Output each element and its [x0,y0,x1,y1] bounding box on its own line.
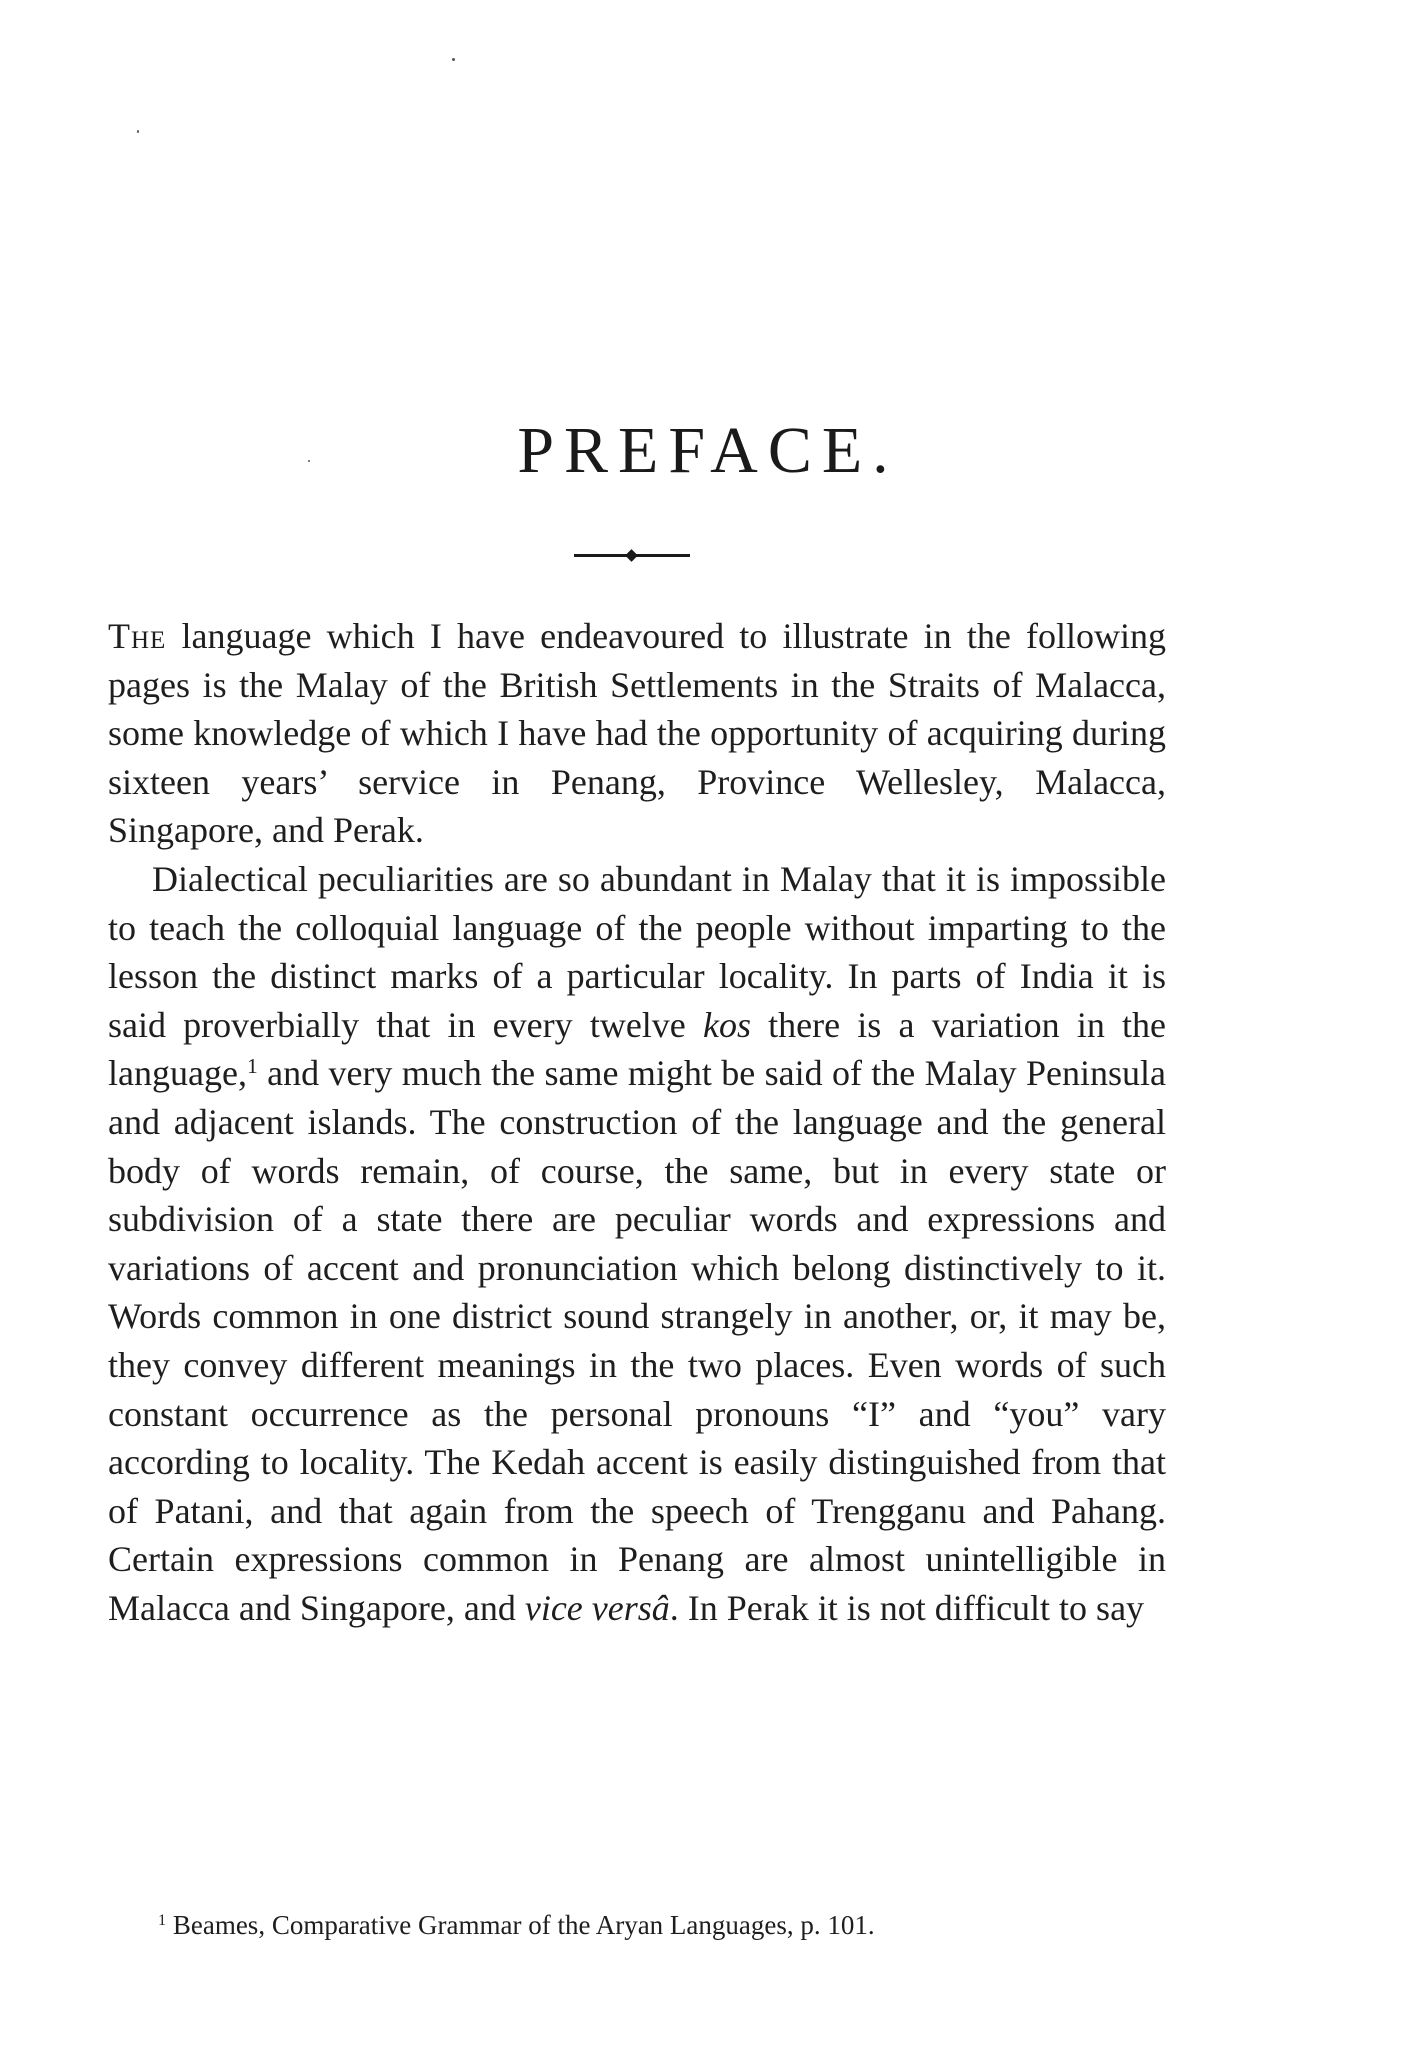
paragraph-2 [108,855,1166,1633]
paragraph-lead-word: The [108,616,167,656]
footnote-marker: 1 [158,1911,167,1930]
ink-speck [452,58,455,61]
italic-term-kos: kos [702,1004,751,1045]
preface-body [108,612,1166,1632]
title-ornament-divider [574,552,690,558]
paragraph-text: . In Perak it is not difficult to say [669,1587,1145,1628]
italic-term-vice-versa: vice versâ [524,1587,670,1628]
paragraph-text: and very much the same might be said of the Malay Peninsula and adjacent islands. The construction of the language and the general body of words remain, of course, the same, but in every state or subdivision of a state there are peculiar words and expressions and variations of accent and pronunciation which belong distinctively to it. Words common in one district sound strangely in another, or, it may be, they convey different meanings in the two places. Even words of such constant occurrence as the personal pronouns “I” and “you” vary according to locality. The Kedah accent is easily distinguished from that of Patani, and that again from the speech of Trengganu and Pahang. Certain expressions common in Penang are almost unintelligible in Malacca and Singapore, and [108,1053,1166,1628]
footnote-text: Beames, Comparative Grammar of the Aryan Languages, p. 101. [166,1910,875,1940]
footnote [158,1908,1158,1942]
footnote-reference[interactable]: 1 [246,1054,258,1079]
paragraph-text: language which I have endeavoured to illustrate in the following pages is the Malay of the British Settlements in the Straits of Malacca, some knowledge of which I have had the opportunity of acquiring during sixteen years’ service in Penang, Province Wellesley, Malacca, Singapore, and Perak. [108,616,1166,851]
paragraph-1 [108,612,1166,855]
page-title: PREFACE. [517,414,899,487]
ornament-diamond [625,549,638,562]
paragraph-text: Dialectical peculiarities are so abundant in Malay that it is impossible to teach the colloquial language of the people without imparting to the lesson the distinct marks of a particular locality. In parts of India it is said proverbially that in every twelve [108,858,1166,1045]
paragraph-text: there is a variation in the language, [108,1004,1166,1094]
ink-speck [137,130,139,133]
